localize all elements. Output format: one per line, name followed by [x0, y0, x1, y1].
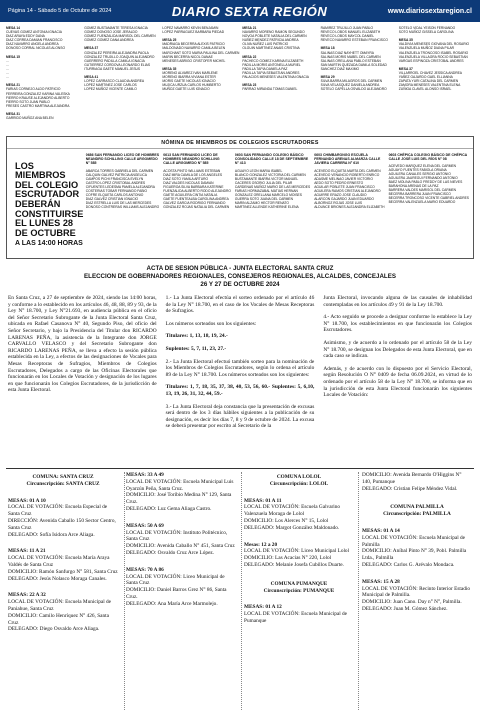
mesa-block: [362, 579, 472, 613]
person-name: SANCHEZ DIAZ MAXIMO: [320, 66, 360, 71]
acta-paragraph: Titulares: 1, 13, 18, 19, 24.-: [165, 333, 228, 340]
mesa-range: MESAS: 01 A 14: [362, 527, 400, 534]
person-name: GOMEZ FUENZALIDA MARISOL DEL CARMEN: [84, 34, 156, 39]
person-name: SOTELO CAPELLA OSVALDO ALEJANDRO: [320, 87, 387, 92]
spacer: [162, 92, 239, 96]
mesa-detail: DELEGADO: Diego Osvaldo Arce Aliaga.: [8, 626, 100, 633]
acta-paragraph: Además, y de acuerdo con lo dispuesto por el Servicio Electoral, según Resolución O N° 0409 de fecha 06.09.2024, en virtud de lo ordenado por el artículo 58 de la Ley N° 18.700, se informa que en la jurisdicción de esta Junta Electoral funcionarán los siguientes Locales de Votación:: [323, 365, 472, 399]
person-name: MUÑOZ GAETE LUIS IGNACIO: [162, 87, 210, 92]
person-name: MADRIAGA BECERRA ALEXIS PATRICIO: [162, 42, 225, 47]
colegio-column: [86, 153, 159, 259]
nomina-title: NÓMINA DE MIEMBROS DE COLEGIOS ESCRUTADORES: [7, 137, 473, 149]
person-name: GOMEZ BUSTAMANTE TERESA IGNACIA: [84, 26, 148, 30]
person-name: ITURRIAGA GAETE MANUEL JESUS: [84, 66, 141, 71]
miembro-name: AGUILERA CANALES SERGIO ANTONIO: [388, 172, 451, 177]
mesa-detail: DOMICILIO: Camilo Henríquez N° 426, Santa Cruz: [8, 612, 109, 626]
miembro-name: BAEZ MOLINA PABLO FREDDY DE LAS NIEVES: [388, 180, 463, 185]
mesa-range: MESAS: 15 A 28: [362, 578, 400, 585]
mesa-label: MESA 35: [398, 38, 413, 43]
mesa-detail: DOMICILIO: Las Acacias N° 220, Lolol: [244, 555, 332, 562]
mesa-detail: DOMICILIO: Avenida Bernardo O'Higgins N° 140, Pumanque: [362, 472, 462, 485]
acta-paragraph: 4.- Acto seguido se procede a designar conforme lo establece la Ley N° 18.700, los establecimientos en que funcionarán los Colegios Escrutadores.: [323, 314, 472, 334]
person-name: NAVARRO MORENO RAMON SEGUNDO: [242, 30, 305, 35]
person-name: YAÑEZ GAJARDO GAEL ELLIANNA: [398, 75, 453, 80]
mesa-detail: DELEGADO: Osvaldo Cruz Arce López.: [126, 549, 215, 556]
mesa-block: [362, 528, 472, 569]
mesa-label: MESA 25: [162, 38, 177, 43]
colegio-column: [163, 153, 231, 259]
miembro-name: DIAZ VALDES NICOLAS DAMIAN: [163, 180, 214, 185]
mesa-detail: DOMICILIO: Ramón Sanfurgo N° 581, Santa Cruz: [8, 568, 118, 575]
mesa-label: MESA 29: [320, 75, 335, 80]
miembro-name: FUENZALIDA ALBERTO RODO ALEJANDRO: [163, 188, 231, 193]
miembro-name: GUERRA SOTO JUANA DEL CARMEN: [234, 196, 293, 201]
miembro-name: CASTRO LOPEZ CRISTOBAL ANDRES: [85, 180, 146, 185]
person-name: PADILLA TAPIA SEBASTIAN ANDRES: [242, 71, 300, 76]
mesa-detail: DELEGADO: Margot González Maldonado.: [244, 524, 340, 531]
acta-paragraph: Los números sorteados son los siguientes:: [165, 320, 257, 327]
mesa-label: MESA 15: [6, 54, 20, 59]
comuna-header: [244, 472, 354, 488]
acta-title: [6, 265, 474, 289]
mesa-label: MESA 22: [242, 54, 257, 59]
person-name: PADILLA TAPIA DANIELA PAZ: [242, 66, 288, 71]
mesa-label: MESA 21: [6, 83, 20, 88]
colegio-header: 0603 CHÉPICA COLEGIO BÁSICO DE CHÉPICA CALLE JOSÉ LUIS DEL RÍOS N° 08: [388, 153, 468, 162]
acta-title-line1: ACTA DE SESION PÚBLICA - JUNTA ELECTORAL SANTA CRUZ: [146, 265, 334, 272]
person-name: NOVOA POBLETE NATALIA DEL CARMEN: [242, 34, 307, 39]
miembro-name: AGUIRRE ERAZO JOSE CLAUDIO: [314, 192, 367, 197]
nomina-columns: [86, 149, 473, 261]
circunscripcion-name: Circunscripción: PUMANQUE: [263, 587, 335, 594]
comuna-name: COMUNA PUMANQUE: [270, 580, 328, 587]
mesa-block: [244, 542, 354, 569]
name-column: [6, 26, 81, 134]
spacer: [321, 92, 396, 96]
miembro-name: CIFUENTES LEDESMA PAMELA ALEJANDRA: [85, 184, 155, 189]
mesa-detail: LOCAL DE VOTACIÓN: Liceo Municipal de Santa Cruz: [126, 573, 225, 587]
miembro-name: CACERES OSORIO JULIA DEL PILAR: [234, 180, 293, 185]
acta-paragraph: Titulares: 1, 7, 18, 35, 37, 38, 40, 53, 56, 60.- Suplentes: 5, 6,10, 13, 19, 26, 31, 32, 44, 59.-: [165, 384, 315, 397]
miembro-name: BUSTAMANTE IBARRA VICTOR MANUEL: [234, 176, 299, 181]
mesa-detail: DOMICILIO: Avenida Caballo N° 451, Santa Cruz: [126, 543, 235, 550]
mesa-range: MESAS: 01 A 12: [244, 604, 282, 611]
miembro-name: FIGUEROA SILVA BARBARA KATERINE: [163, 184, 224, 189]
mesa-detail: LOCAL DE VOTACIÓN: Escuela Municipal Luis Oyarzún Peña, Santa Cruz.: [126, 478, 234, 492]
acta-column-3: [323, 295, 472, 436]
miembro-name: AGUAYO FUENTES FABIOLA ORIANA: [388, 168, 447, 173]
miembro-name: BARRERA VALDES MARISOL DEL CARMEN: [388, 188, 457, 193]
mesa-detail: DIRECCIÓN: Avenida Caballo 150 Sector Centro, Santa Cruz: [8, 517, 116, 531]
nomina-notice-time: A LAS 14:00 HORAS: [15, 240, 83, 248]
miembro-name: DIAZ ESTRELLA LUIS DE LAS MERCEDES: [85, 200, 152, 205]
person-name: GOMEZ GOMEZ DANA ANDREA: [84, 38, 134, 43]
colegio-header: 0613 SAN FERNANDO LICEO DE HOMBRES NEANDRO SCHILLING CALLE ARGOMEDO N° 585: [163, 153, 220, 166]
person-name: RAMIREZ TRUJILLO JUAN PABLO: [320, 26, 374, 30]
mesa-range: Mesas: 12 a 20: [244, 541, 278, 548]
person-name: VALENZUELA MUÑOZ DIANA PILAR: [398, 46, 455, 51]
person-name: OLGUIN MARTINEZ ANAIS CRISTINA: [242, 46, 300, 51]
miembro-name: DIAZ MIRA CAMILA DE LOS ANGELES: [163, 172, 223, 177]
mesa-detail: LOCAL DE VOTACIÓN: Instituto Politécnico, Santa Cruz: [126, 529, 228, 543]
acta-paragraph: Junta Electoral, invocando alguna de las causales de inhabilidad contempladas en los artículos 49 y 91 de la Ley 18.700.: [323, 295, 472, 308]
mesa-detail: LOCAL DE VOTACIÓN: Escuela Municipal de Paniahue, Santa Cruz: [8, 599, 111, 612]
nomina-box: [6, 136, 474, 259]
mesa-block: [126, 567, 236, 608]
person-name: REVECO LOBOS MAYCOL DANIEL: [320, 34, 375, 39]
miembro-name: ACEVEDO MARQUEZ ELENA DEL CARMEN: [388, 164, 457, 169]
mesa-block: [8, 548, 118, 582]
comuna-header: [8, 472, 118, 488]
mesa-label: MESA 21: [242, 26, 257, 30]
comuna-header: [362, 502, 472, 518]
mesa-label: MESA 31: [6, 111, 20, 116]
mesa-detail: DELEGADO: Sofía Isidora Arce Aliaga.: [8, 531, 95, 538]
miembro-name: BECERRA BARRERA JUAN FRANCISCO: [388, 192, 451, 197]
mesa-range: MESAS: 01 A 11: [244, 497, 282, 504]
miembro-name: MARIN ALZAMO HECTOR RENATO: [234, 200, 289, 205]
person-name: PARRAO MIRANDA TOMAS DANIEL: [242, 87, 298, 92]
mesa-detail: DELEGADO: Melanie Josefa Cubillos Duarte.: [244, 561, 344, 568]
mesa-range: MESAS: 01 A 10: [8, 497, 46, 504]
mesa-detail: DELEGADO: Carlos G. Arévalo Mondaca.: [362, 561, 455, 568]
miembro-name: DONOSO CONTRERAS WILLIAMS ALEJANDRO: [85, 204, 160, 209]
mesa-label: MESA 18: [320, 46, 335, 51]
mesa-block: [244, 604, 354, 624]
person-name: GONZALEZ TRUJILLO JOAQUIN ALEJANDRO: [84, 54, 155, 59]
spacer: [84, 92, 159, 96]
miembro-name: ACOSTA PINTO WILLIAMS ESTEBAN: [163, 168, 221, 173]
mesa-range: MESAS: 50 A 69: [126, 522, 164, 529]
miembro-name: COFRE ELQUETA CARLOS ANTONIO: [85, 192, 144, 197]
acta-paragraph: 3.- La Junta Electoral deja constancia que la presentación de excusas será dentro de los 3 días hábiles siguientes a la publicación de su designación, es decir los días 7, 8 y 9 de octubre de 2024. La excusa se deberá presentar por escrito al Secretario de la: [165, 403, 315, 430]
person-name: FIERRO KRAUSE ALEJANDRO ALBERTO: [6, 95, 70, 100]
person-name: SAN MARTIN QUEZADA DANILA SOLEDAD: [320, 62, 387, 67]
miembro-name: ACEVEDO ELQUETA MARTA DEL CARMEN: [314, 168, 381, 173]
miembro-name: ALBORNOZ ROJAS JOSE LUIS: [314, 200, 363, 205]
mesa-label: MESA 37: [84, 46, 99, 51]
miembro-name: GONZALEZ ORELLANA MARCELO MOISES: [234, 192, 302, 197]
miembro-name: AEDO SOTO PEDRO ERNESTO: [314, 180, 364, 185]
colegio-column: [314, 153, 384, 259]
person-name: PACHECO GOMEZ KARINA ELIZABETH: [242, 58, 304, 63]
mesa-detail: DELEGADO: Ana María Arce Marmolejo.: [126, 600, 218, 607]
person-name: GONZALEZ PEREIRA ALEJANDRA PAOLA: [84, 50, 149, 55]
miembro-name: ALARCON GAJARDO JUAN EDUARDO: [314, 196, 374, 201]
person-name: FERREIRA GONZALEZ KARINA VALESKA: [6, 91, 70, 96]
miembro-name: DIAZ SOTO YAMILA ARTURO: [163, 176, 209, 181]
mesa-block: [244, 498, 354, 532]
nomina-notice: [7, 149, 86, 261]
comuna-name: COMUNA: SANTA CRUZ: [32, 474, 94, 480]
person-name: DIAZ ARAYA EDDY DANA: [6, 34, 45, 39]
mesa-block: [8, 498, 118, 539]
miembro-name: BECERRA VALENZUELA MARIO EDUARDO: [388, 200, 456, 205]
mesa-detail: DELEGADO: Jesús Nolasco Moraga Canales.: [8, 575, 107, 582]
name-column: [321, 26, 396, 134]
person-name: ZAPATA YURI CATALINA DEL CARMEN: [398, 79, 459, 84]
mesa-range: MESAS: 33 A 49: [126, 472, 164, 478]
person-name: LOPEZ MARTINEZ JOSE CARLOS: [84, 83, 137, 88]
miembro-name: CARDENAS MUÑOZ MARIO DE LAS MERCEDES: [234, 184, 311, 189]
miembro-name: CALQUIN GALVEZ PATRICIA ANGELICA: [85, 172, 147, 177]
name-column: [399, 26, 474, 134]
miembro-name: GALVEZ GARCIA RODRIGO FERNANDO: [163, 200, 226, 205]
miembro-name: CAMPOS PICHI FRANCISCA EVELYN: [85, 176, 144, 181]
nomina-notice-main: LOS MIEMBROS DEL COLEGIO ESCRUTADOR DEBERÁN CONSTITUIRSE EL LUNES 28 DE OCTUBRE: [15, 160, 84, 238]
mesa-block: [126, 523, 236, 557]
mesa-detail: LOCAL DE VOTACIÓN: Escuela Galvarino Valenzuela Moraga de Lolol: [244, 504, 341, 518]
colegio-header: 0686 SAN FERNANDO LICEO DE HOMBRES NEANDRO SCHILLING CALLE ARGOMEDO N° 585: [85, 153, 160, 166]
miembro-name: AGUILERA JAUREGUI FERNANDO ANTONIO: [388, 176, 458, 181]
person-name: MORENO ALVAREZ IVAN MARLENE: [162, 71, 218, 76]
locales-votacion: [8, 472, 472, 712]
person-name: SALINAS ORELLANA PABLO ESTEBAN: [320, 58, 381, 63]
acta-paragraph: En Santa Cruz, a 27 de septiembre de 2024, siendo las 14:00 horas, y conforme a lo establecido en los artículos 46, 48, 88, 89 y 93, de la Ley N° 18.700, y Ley N°21.693, en audiencia pública en el oficio del Señor Secretario Subrogante de la Junta Electoral Santa Cruz, ubicada en Rafael Casanova N° 40, Segundo Piso, del oficio del Señor Secretario, y bajo la Presidencia del Titular don RICARDO LARENAS PEÑA, la asistencia de la Integrante don JORGE CARVALLO VELASCO y del Secretario Subrogante don RICARDO LARENAS PEÑA, se lleva a efecto la sesión pública establecida en la Ley, a efectos de las designaciones de Vocales para Mesas Receptoras de Sufragios, Miembros de Colegios Escrutadores, Delegados a cargo de las Oficinas Electorales que funcionarán en los Locales de Votación y designación de los lugares en que funcionarán los Colegios Escrutadores, de la jurisdicción de esta Junta Electoral.: [8, 295, 157, 394]
person-name: PADILLA MORIS ANTONELLA MURIEL: [242, 62, 301, 67]
mesa-block: [126, 472, 236, 513]
colegio-header: 0603 CHIMBARONGO ESCUELA FERNANDO ARENAS ALMARZA CALLE JAVIERA CARRERA N° 610: [314, 153, 381, 166]
miembro-name: ADASME MELINAO JAVIER VICTORIO: [314, 176, 373, 181]
miembro-name: AGUILERA RAMOS CRISTIAN ALEJANDRO: [314, 188, 381, 193]
mesa-range: MESAS: 22 A 32: [8, 592, 46, 599]
person-name: REVECO NAVARRO ESTEBAN FRANCISCO: [320, 38, 388, 43]
person-name: LOPEZ MUÑOZ VICENTE CAMILO: [84, 87, 137, 92]
person-name: SOTO MUÑOZ GISSELA CAROLINA: [398, 30, 454, 35]
miembro-name: GONZALEZ ROJAS NATALIA DEL CARMEN: [163, 204, 230, 209]
miembro-name: BLANCO GONZALEZ VICTORIA DEL CARMEN: [234, 172, 306, 177]
name-column: [162, 26, 239, 134]
person-name: SILVA BARRA MILAGROS DEL CARMEN: [320, 79, 383, 84]
comuna-name: COMUNA PALMILLA: [390, 504, 444, 511]
mesa-detail: DELEGADO: Juan M. Gómez Sánchez.: [362, 605, 448, 612]
comuna-column: [126, 472, 236, 712]
person-name: NUÑEZ MENDEZ PATRICIA ANDREA: [242, 38, 299, 43]
mesa-detail: LOCAL DE VOTACIÓN: Recinto Interior Estadio Municipal de Palmilla.: [362, 585, 470, 599]
mesa-block: [362, 472, 472, 492]
person-name: VARGAS ESPINOZA CRISTOBAL ANDRES: [398, 58, 464, 63]
circunscripcion-name: Circunscripción: LOLOL: [269, 480, 329, 487]
mesa-detail: DOMICILIO: Aníbal Pinto N° 39, Pobl. Palmilla Ltda., Palmilla: [362, 548, 467, 562]
miembro-name: AGUILAR POBLETE JUAN FRANCISCO: [314, 184, 375, 189]
mesa-detail: LOCAL DE VOTACIÓN: Liceo Municipal Lolol: [244, 548, 350, 555]
miembro-name: GAETE FUENTEALBA CAROLINA ANDREA: [163, 196, 229, 201]
person-name: FRESES CASTRO MARTINA ALEJANDRA: [6, 103, 70, 108]
person-name: GUERRERO PADILLA CAMILA IGNACIA: [84, 58, 145, 63]
colegio-header: 0603 SAN FERNANDO COLEGIO BÁSICO CONSOLIDADO CALLE 18 DE SEPTIEMBRE N° 413: [234, 153, 309, 166]
mesa-label: MESA 23: [242, 83, 257, 88]
person-name: MARCHANT SOTO MARIA PAULINA DEL CARMEN: [162, 50, 240, 55]
colegio-column: [235, 153, 310, 259]
miembro-name: ACEVEDO VENANCIO ROBERTO ENRICO: [314, 172, 380, 177]
mesa-detail: LOCAL DE VOTACIÓN: Escuela Especial de Santa Cruz: [8, 504, 108, 518]
person-name: PALACIOS MENESES VALENTINA IGNACIA: [242, 75, 309, 80]
comuna-name: COMUNA LOLOL: [276, 474, 322, 480]
person-name: DONOSO CORRAL NICOLAS ALONSO: [6, 46, 66, 51]
person-name: SOTELO VIDAL YEISON FERNANDO: [398, 26, 456, 30]
person-name: ...: [6, 58, 9, 63]
comuna-column: [8, 472, 118, 712]
acta-paragraph: Asimismo, y de acuerdo a lo ordenado por el artículo 58 de la Ley N° 18.700, se designan los Delegados de esta Junta Electoral, que en cada caso se indican.: [323, 339, 472, 360]
person-name: LOPEZ NAVARRO KEVIN BENJAMIN: [162, 26, 219, 30]
person-name: MORIS GAETE NICOLAS IGNACIO: [162, 79, 216, 84]
vocales-name-list: [6, 26, 474, 134]
name-column: [242, 26, 317, 134]
circunscripcion-name: Circunscripción: SANTA CRUZ: [26, 480, 100, 487]
spacer: [6, 120, 81, 124]
miembro-name: FARIAS HORMAZABAL MATIAS HERNAN: [234, 188, 298, 193]
person-name: ...: [6, 66, 9, 71]
person-name: GUTIERREZ CORDOVA LEONARDO ELIAS: [84, 62, 151, 67]
mesa-label: MESA 37: [398, 66, 413, 71]
person-name: MALDONADO NAVARRO CAMILA BELEN: [162, 46, 226, 51]
site-url[interactable]: www.diariosextaregion.cl: [387, 7, 472, 15]
mesa-detail: DOMICILIO: Los Alerces N° 15, Lolol: [244, 517, 329, 524]
section-divider: [6, 468, 474, 469]
person-name: MUJICA URZUA CARLOS HUMBERTO: [162, 83, 221, 88]
person-name: ...: [6, 71, 9, 76]
miembro-name: COSTERIAS TOBAR FERNANDO FABIO: [85, 188, 148, 193]
mesa-range: MESAS: 11 A 21: [8, 548, 46, 555]
acta-title-line2: ELECCION DE GOBERNADORES REGIONALES, CONSEJEROS REGIONALES, ALCALDES, CONCEJALES: [84, 273, 396, 280]
acta-column-2: [166, 295, 315, 436]
person-name: FARIAS CORNEJO ALDO PATRICIO: [6, 87, 61, 92]
mesa-detail: LOCAL DE VOTACIÓN: Escuela Municipal de Palmilla: [362, 534, 465, 548]
mesa-range: MESAS: 70 A 86: [126, 566, 164, 573]
mesa-detail: DOMICILIO: Daniel Barros Grez N° 86, Santa Cruz.: [126, 587, 227, 600]
person-name: MENESES ABRIGO CRISTOFER MICHEL: [162, 58, 226, 63]
person-name: CUEVAS GOMEZ ANTONIA IGNACIA: [6, 30, 62, 35]
mesa-detail: LOCAL DE VOTACIÓN: Escuela María Araya Valdés de Santa Cruz: [8, 555, 110, 568]
person-name: MORENO IBARRA VIVIANA ESTER: [162, 75, 216, 80]
person-name: DIAZ CORREA DAMIAN FRANCISCO: [6, 38, 63, 43]
acta-paragraph: Suplentes: 5, 7, 11, 23, 27.-: [165, 345, 227, 352]
mesa-detail: DOMICILIO: Juan Cano. Day n° N°, Palmilla.: [362, 599, 462, 606]
miembro-name: GAETE AGUILERA CINTIA NATALIA: [163, 192, 218, 197]
person-name: VILLARROEL CHAVEZ JESSICA ANDREA: [398, 71, 463, 76]
page-header: [0, 0, 480, 22]
person-name: VALDIVIA MENESES GIOVANA DEL ROSARIO: [398, 42, 470, 47]
person-name: OLIVA NUÑEZ LUIS PATRICIO: [242, 42, 289, 47]
person-name: REVECO LOBOS MANUEL ELIZABETH: [320, 30, 381, 35]
mesa-detail: DELEGADO: Luz Gema Aliaga Castro.: [126, 505, 212, 512]
person-name: GARRIDO MUÑOZ ANA BELEN: [6, 116, 54, 121]
mesa-detail: DELEGADO: Cristian Felipe Méndez Vidal.: [362, 485, 458, 492]
newspaper-title: DIARIO SEXTA REGIÓN: [171, 3, 328, 19]
name-column: [84, 26, 159, 134]
spacer: [399, 92, 474, 96]
mesa-label: MESA 41: [84, 75, 99, 80]
acta-title-line3: 26 Y 27 DE OCTUBRE 2024: [200, 281, 280, 288]
person-name: ZAMORA MENESES VALENTINA ELENA: [398, 83, 461, 88]
person-name: MARIN BECERRA NICOL DANAE: [162, 54, 213, 59]
person-name: GOMEZ DONOSO JOSE JERALDO: [84, 30, 138, 35]
person-name: VALENZUELA VILLAGRA ROCIO SEBASTIAN: [398, 54, 468, 59]
mesa-detail: DOMICILIO: José Toribio Medina N° 129, Santa Cruz.: [126, 492, 232, 506]
person-name: SALINAS DIAZ NAYHETT OMAYRA: [320, 50, 374, 55]
miembro-name: DIAZ GALVEZ CRISTIAN IGNACIO: [85, 196, 139, 201]
person-name: FIERRO SOTO JUAN PABLO: [6, 99, 50, 104]
comuna-column: [244, 472, 354, 712]
acta-paragraph: 1.- La Junta Electoral efectúa el sorteo ordenado por el artículo 46 de la Ley N° 18.700, en el caso de los Vocales de Mesas Receptoras de Sufragios.: [165, 295, 315, 315]
person-name: LOPEZ CARRASCO CLAUDIA ANDREA: [84, 79, 145, 84]
person-name: LOPEZ PARRAGUEZ BARBARA PIEDAD: [162, 30, 225, 35]
person-name: SALINAS MORIS MABEL DEL CARMEN: [320, 54, 381, 59]
circunscripcion-name: Circunscripción: PALMILLA: [383, 511, 451, 518]
miembro-name: ALDUNCE BRIONES ALEJANDRA ELIZABETH: [314, 204, 385, 209]
person-name: DIAZ NAVARRO ANGELA ANDREA: [6, 42, 59, 47]
mesa-label: MESA 35: [162, 66, 177, 71]
miembro-name: BARAHONA ARENAS DE LA PAZ: [388, 184, 439, 189]
comuna-header: [244, 579, 354, 595]
person-name: VALENZUELA TRONCOSO ISABEL ROSARIO: [398, 50, 469, 55]
miembro-name: MARTINEZ ALLENDE KATHERINE ELENA: [234, 204, 299, 209]
acta-column-1: [8, 295, 157, 436]
person-name: SILVA VELASQUEZ DANIELA ANDREA: [320, 83, 380, 88]
miembro-name: BECERRA TRONCOSO VICENTE GABRIEL ANDRES: [388, 196, 469, 201]
person-name: ...: [6, 62, 9, 67]
person-name: ZUÑIGA CLAVEL ALONSO ISRAEL: [398, 87, 452, 92]
page-label: Página 14 - Sábado 5 de Octubre de 2024: [8, 8, 112, 14]
mesa-detail: LOCAL DE VOTACIÓN: Escuela Municipal de Pumanque: [244, 611, 347, 624]
colegio-column: [389, 153, 469, 259]
comuna-column: [362, 472, 472, 712]
spacer: [242, 92, 317, 96]
miembro-name: ABARCA TORRES GABRIELA DEL CARMEN: [85, 168, 154, 173]
acta-paragraph: 2.- La Junta Electoral efectuó también sorteo para la nominación de los Miembros de Colegios Escrutadores, según lo ordena el artículo 89 de la Ley N° 18.700. Los números sorteados son los siguientes:: [165, 358, 315, 378]
person-name: ...: [6, 75, 9, 80]
acta-body: [8, 295, 472, 436]
mesa-label: MESA 14: [6, 26, 20, 30]
miembro-name: AGUAYO LEON MARIA ISABEL: [234, 168, 283, 173]
mesa-block: [8, 592, 118, 633]
